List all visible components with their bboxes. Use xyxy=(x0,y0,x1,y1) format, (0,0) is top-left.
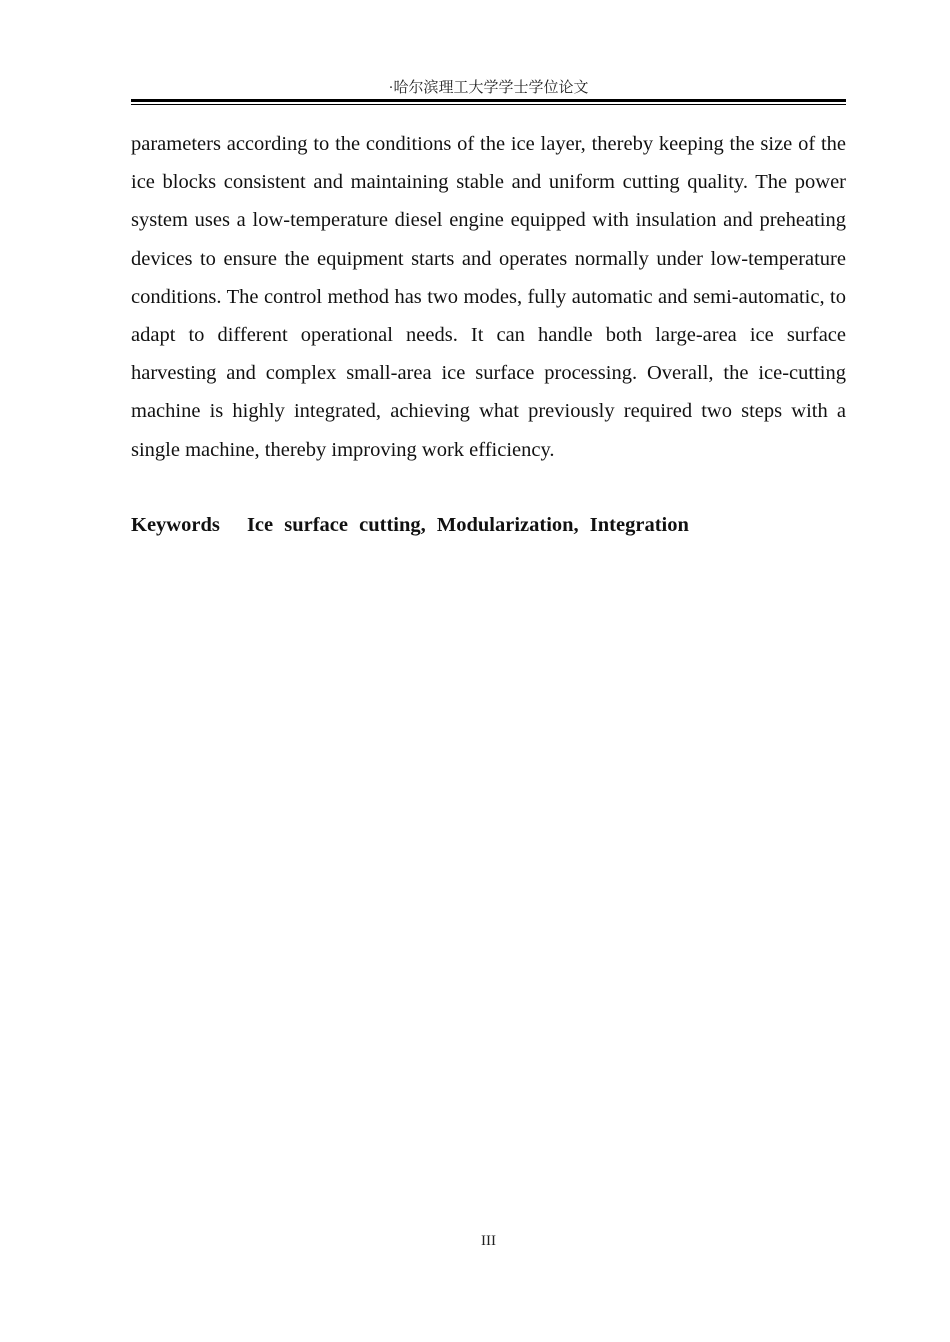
keywords-line xyxy=(131,507,846,543)
keywords-terms: Ice surface cutting, Modularization, Integration xyxy=(246,514,689,536)
running-header: ·哈尔滨理工大学学士学位论文 xyxy=(388,80,589,96)
header-rule-thick xyxy=(131,99,846,102)
page-number: III xyxy=(481,1233,496,1249)
header-rule-thin xyxy=(131,104,846,105)
abstract-paragraph: parameters according to the conditions of the ice layer, thereby keeping the size of the ice blocks consistent and maintaining stable and uniform cutting quality. The power system uses a low-temperature diesel engine equipped with insulation and preheating devices to ensure the equipment starts and operates normally under low-temperature conditions. The control method has two modes, fully automatic and semi-automatic, to adapt to different operational needs. It can handle both large-area ice surface harvesting and complex small-area ice surface processing. Overall, the ice-cutting machine is highly integrated, achieving what previously required two steps with a single machine, thereby improving work efficiency. xyxy=(131,133,846,461)
keywords-label: Keywords xyxy=(131,514,220,536)
